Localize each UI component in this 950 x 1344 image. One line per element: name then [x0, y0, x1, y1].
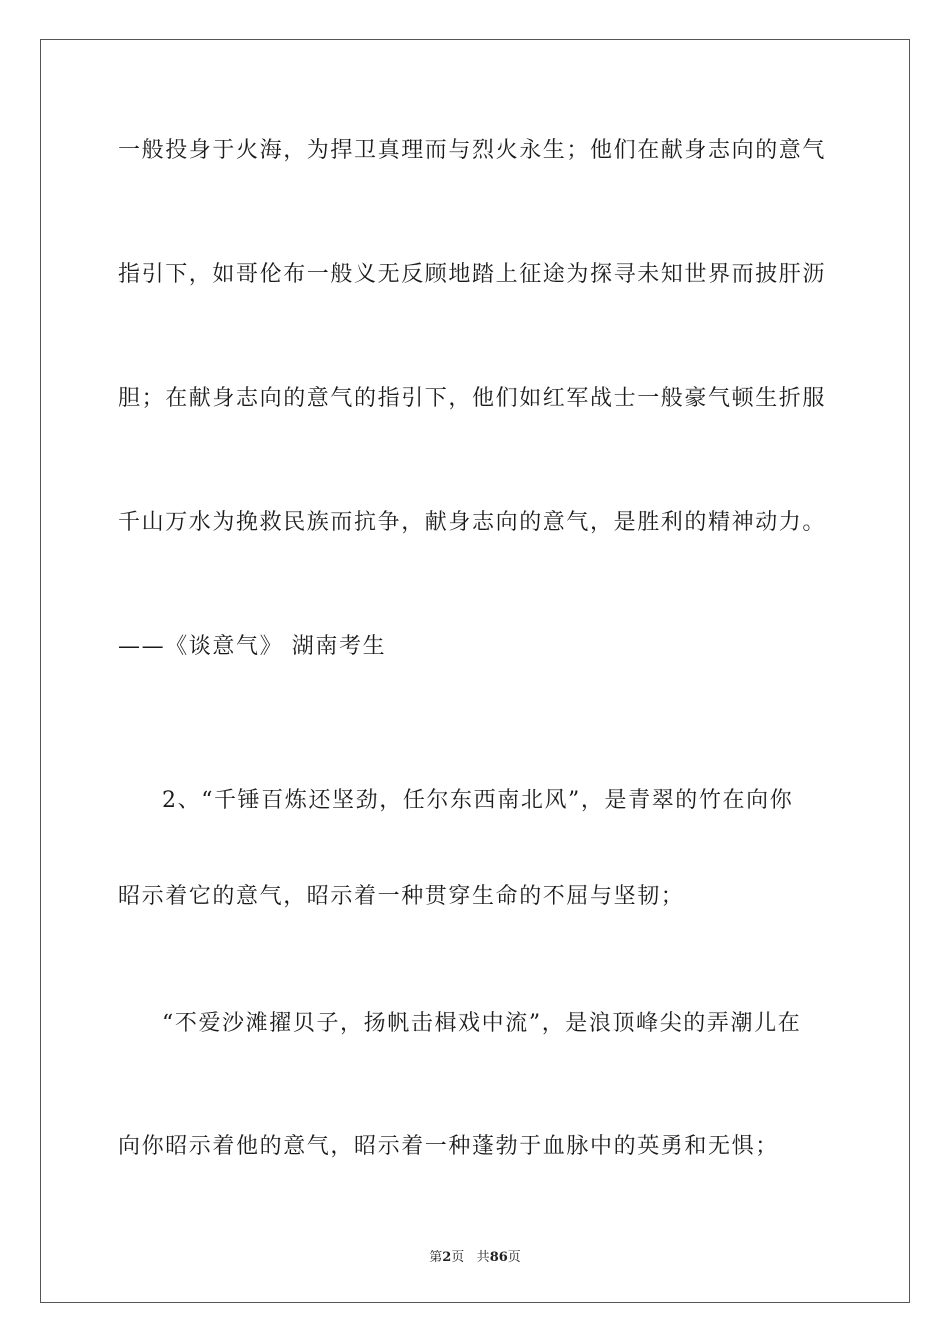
page-suffix: 页: [451, 1250, 465, 1265]
total-prefix: 共: [476, 1250, 490, 1265]
paragraph-start-line: “不爱沙滩擢贝子，扬帆击楫戏中流”，是浪顶峰尖的弄潮儿在: [162, 1011, 802, 1036]
page-border: [40, 39, 910, 1303]
total-suffix: 页: [507, 1250, 521, 1265]
text-line: 一般投身于火海，为捍卫真理而与烈火永生；他们在献身志向的意气: [118, 138, 827, 163]
paragraph-start-line: 2、“千锤百炼还坚劲，任尔东西南北风”，是青翠的竹在向你: [162, 788, 794, 813]
attribution-line: ——《谈意气》 湖南考生: [118, 634, 387, 659]
page-number: 2: [442, 1250, 452, 1265]
page-prefix: 第: [429, 1250, 443, 1265]
page-footer: [0, 1246, 950, 1265]
text-line: 胆；在献身志向的意气的指引下，他们如红军战士一般豪气顿生折服: [118, 386, 827, 411]
text-line: 昭示着它的意气，昭示着一种贯穿生命的不屈与坚韧；: [118, 884, 685, 909]
text-line: 指引下，如哥伦布一般义无反顾地踏上征途为探寻未知世界而披肝沥: [118, 262, 827, 287]
total-pages: 86: [489, 1250, 508, 1265]
text-line: 千山万水为挽救民族而抗争，献身志向的意气，是胜利的精神动力。: [118, 510, 827, 535]
text-line: 向你昭示着他的意气，昭示着一种蓬勃于血脉中的英勇和无惧；: [118, 1134, 779, 1159]
